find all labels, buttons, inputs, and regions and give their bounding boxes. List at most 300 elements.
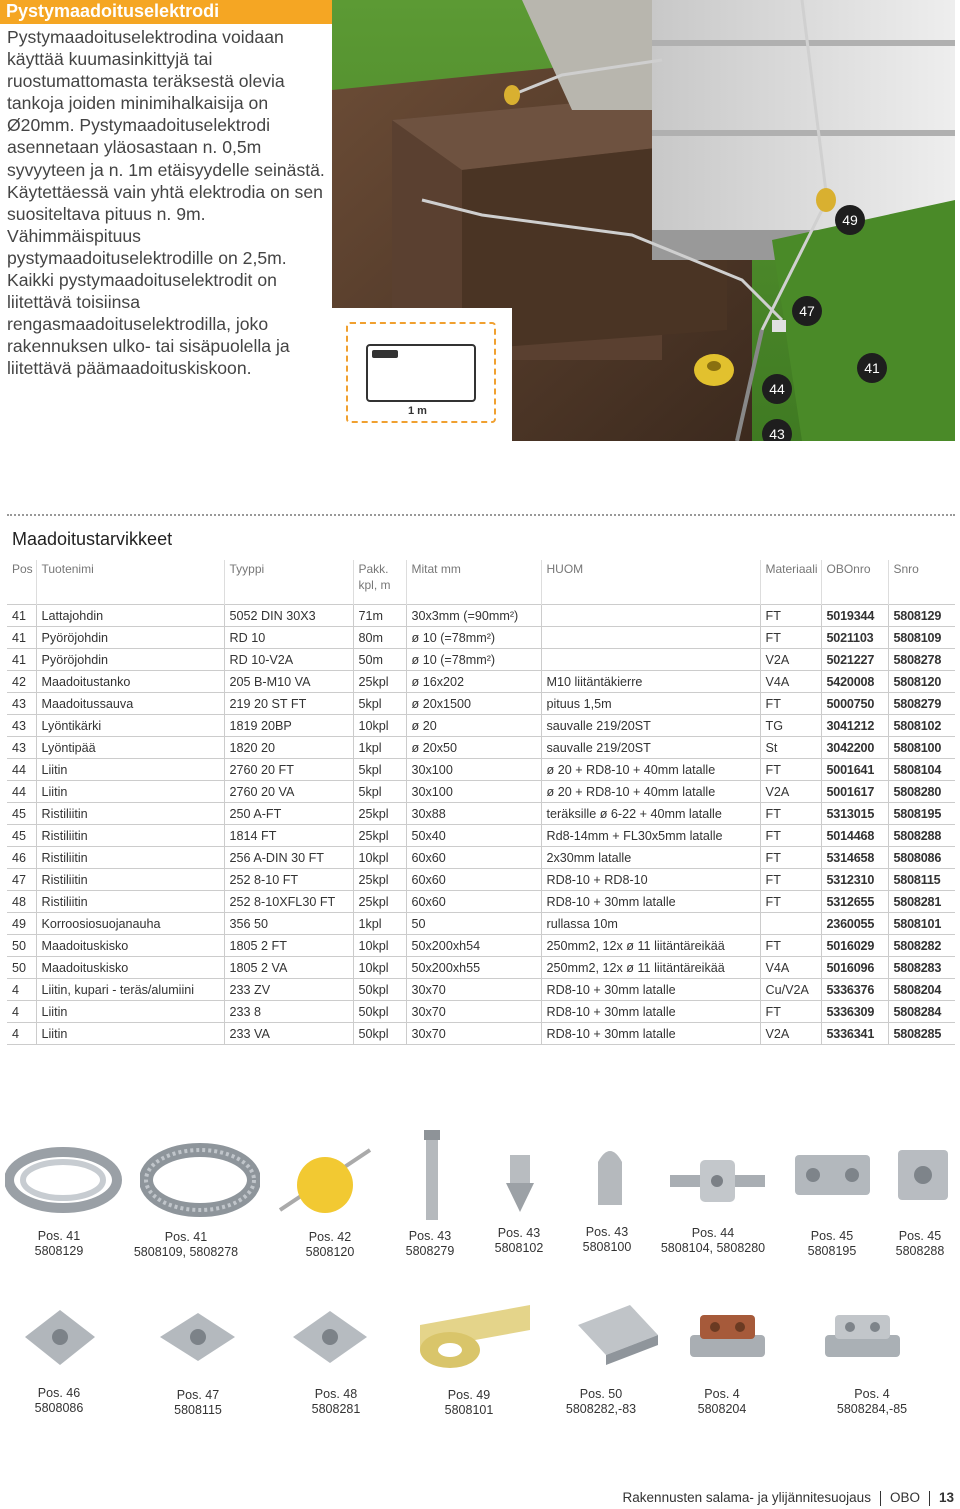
cell-dimensions: ø 10 (=78mm²) bbox=[406, 649, 541, 671]
cell-obo-number: 5019344 bbox=[821, 605, 888, 627]
cell-snro: 5808283 bbox=[888, 957, 955, 979]
cell-snro: 5808280 bbox=[888, 781, 955, 803]
product-image-cross-clamp-250 bbox=[785, 1135, 880, 1215]
cell-pack: 10kpl bbox=[353, 957, 406, 979]
table-body bbox=[7, 605, 955, 1045]
cell-obo-number: 5336376 bbox=[821, 979, 888, 1001]
building-outline bbox=[366, 344, 476, 402]
cell-note bbox=[541, 627, 760, 649]
cell-pos: 48 bbox=[7, 891, 36, 913]
cell-material: FT bbox=[760, 825, 821, 847]
caption-snro: 5808195 bbox=[807, 1244, 857, 1258]
cell-name: Maadoitustanko bbox=[36, 671, 224, 693]
cell-pack: 25kpl bbox=[353, 891, 406, 913]
cell-dimensions: 50x200xh55 bbox=[406, 957, 541, 979]
cell-type: 252 8-10XFL30 FT bbox=[224, 891, 353, 913]
cell-name: Ristiliitin bbox=[36, 869, 224, 891]
product-image-earth-rod bbox=[412, 1125, 452, 1225]
cell-type: 233 VA bbox=[224, 1023, 353, 1045]
cell-name: Lyöntikärki bbox=[36, 715, 224, 737]
caption-pos: Pos. 43 bbox=[408, 1229, 452, 1243]
product-image-clamp-233 bbox=[815, 1295, 910, 1380]
cell-snro: 5808104 bbox=[888, 759, 955, 781]
cell-note: M10 liitäntäkierre bbox=[541, 671, 760, 693]
cell-obo-number: 5014468 bbox=[821, 825, 888, 847]
footer-separator bbox=[929, 1491, 930, 1506]
plan-inset bbox=[332, 308, 512, 441]
cell-material: V4A bbox=[760, 671, 821, 693]
product-image-earthing-busbar bbox=[570, 1295, 665, 1375]
col-pos: Pos bbox=[12, 562, 33, 576]
callout-43: 43 bbox=[762, 419, 792, 441]
table-row bbox=[7, 759, 955, 781]
table-header-row bbox=[7, 560, 955, 605]
cell-name: Korroosiosuojanauha bbox=[36, 913, 224, 935]
caption-pos: Pos. 46 bbox=[37, 1386, 81, 1400]
cell-material: Cu/V2A bbox=[760, 979, 821, 1001]
col-material: Materiaali bbox=[760, 560, 821, 605]
product-caption bbox=[648, 1226, 778, 1256]
cell-dimensions: 30x70 bbox=[406, 979, 541, 1001]
cell-material: V2A bbox=[760, 781, 821, 803]
cell-snro: 5808129 bbox=[888, 605, 955, 627]
caption-pos: Pos. 44 bbox=[691, 1226, 735, 1240]
caption-pos: Pos. 43 bbox=[497, 1226, 541, 1240]
cell-type: RD 10 bbox=[224, 627, 353, 649]
cell-obo-number: 3041212 bbox=[821, 715, 888, 737]
earth-rod-icon bbox=[412, 1125, 452, 1225]
cell-dimensions: 60x60 bbox=[406, 847, 541, 869]
cell-pos: 43 bbox=[7, 693, 36, 715]
cell-pack: 10kpl bbox=[353, 715, 406, 737]
cell-pack: 50kpl bbox=[353, 1001, 406, 1023]
caption-snro: 5808129 bbox=[34, 1244, 84, 1258]
cell-type: 205 B-M10 VA bbox=[224, 671, 353, 693]
cell-name: Ristiliitin bbox=[36, 847, 224, 869]
cell-pack: 50m bbox=[353, 649, 406, 671]
caption-snro: 5808101 bbox=[444, 1403, 494, 1417]
caption-snro: 5808204 bbox=[697, 1402, 747, 1416]
caption-snro: 5808282,-83 bbox=[565, 1402, 637, 1416]
cell-material: FT bbox=[760, 869, 821, 891]
copper-clamp-icon bbox=[680, 1295, 775, 1380]
caption-snro: 5808281 bbox=[311, 1402, 361, 1416]
cell-obo-number: 5001617 bbox=[821, 781, 888, 803]
cell-note: RD8-10 + 30mm latalle bbox=[541, 891, 760, 913]
product-image-driving-head bbox=[590, 1140, 630, 1210]
table-row bbox=[7, 605, 955, 627]
cell-pos: 4 bbox=[7, 979, 36, 1001]
callout-49: 49 bbox=[835, 205, 865, 235]
cell-snro: 5808288 bbox=[888, 825, 955, 847]
product-image-round-wire-coil bbox=[140, 1140, 260, 1220]
table-row bbox=[7, 649, 955, 671]
product-caption bbox=[419, 1388, 519, 1418]
table-row bbox=[7, 627, 955, 649]
cell-note: 2x30mm latalle bbox=[541, 847, 760, 869]
col-pack: Pakk. kpl, m bbox=[353, 560, 406, 605]
cell-note: RD8-10 + 30mm latalle bbox=[541, 979, 760, 1001]
cell-name: Lyöntipää bbox=[36, 737, 224, 759]
cell-pack: 25kpl bbox=[353, 803, 406, 825]
product-caption bbox=[280, 1230, 380, 1260]
section-divider bbox=[7, 514, 955, 516]
cell-dimensions: ø 16x202 bbox=[406, 671, 541, 693]
col-dimensions: Mitat mm bbox=[406, 560, 541, 605]
cell-dimensions: 50x40 bbox=[406, 825, 541, 847]
cell-material: FT bbox=[760, 1001, 821, 1023]
cell-note: pituus 1,5m bbox=[541, 693, 760, 715]
cell-dimensions: 30x100 bbox=[406, 781, 541, 803]
cell-snro: 5808278 bbox=[888, 649, 955, 671]
intro-text: Pystymaadoituselektrodina voidaan käyttää kuumasinkittyjä tai ruostumattomasta teräksestä olevia tankoja joiden minimihalkaisija on Ø20mm. Pystymaadoituselektrodi asennetaan yläosastaan n. 0,5m syvyyteen ja n. 1m etäisyydelle seinästä. Käytettäessä vain yhtä elektrodia on sen suositeltava pituus n. 9m. Vähimmäispituus pystymaadoituselektrodille on 2,5m. Kaikki pystymaadoituselektrodit on liitettävä toisiinsa rengasmaadoituselektrodilla, joko rakennuksen ulko- tai sisäpuolella ja liitettävä päämaadoituskiskoon. bbox=[7, 27, 325, 379]
cell-name: Pyöröjohdin bbox=[36, 627, 224, 649]
cell-name: Liitin bbox=[36, 1023, 224, 1045]
cell-pos: 50 bbox=[7, 935, 36, 957]
cross-clamp-icon bbox=[285, 1295, 375, 1380]
corrosion-tape-icon bbox=[410, 1295, 540, 1380]
driving-tip-icon bbox=[500, 1150, 540, 1215]
cell-snro: 5808100 bbox=[888, 737, 955, 759]
cell-obo-number: 5312655 bbox=[821, 891, 888, 913]
cell-pack: 1kpl bbox=[353, 913, 406, 935]
cell-name: Pyöröjohdin bbox=[36, 649, 224, 671]
cell-note: rullassa 10m bbox=[541, 913, 760, 935]
cell-pos: 4 bbox=[7, 1023, 36, 1045]
cell-obo-number: 2360055 bbox=[821, 913, 888, 935]
product-image-earthing-rod-disc bbox=[270, 1140, 380, 1225]
cell-type: 250 A-FT bbox=[224, 803, 353, 825]
cell-pos: 44 bbox=[7, 759, 36, 781]
product-caption bbox=[792, 1229, 872, 1259]
cell-type: 1805 2 VA bbox=[224, 957, 353, 979]
cell-material: FT bbox=[760, 935, 821, 957]
caption-snro: 5808115 bbox=[174, 1403, 222, 1417]
cell-name: Ristiliitin bbox=[36, 891, 224, 913]
cell-obo-number: 5336309 bbox=[821, 1001, 888, 1023]
table-row bbox=[7, 825, 955, 847]
cell-name: Lattajohdin bbox=[36, 605, 224, 627]
cell-obo-number: 5016029 bbox=[821, 935, 888, 957]
cell-note: RD8-10 + RD8-10 bbox=[541, 869, 760, 891]
caption-pos: Pos. 48 bbox=[314, 1387, 358, 1401]
earthing-rod-disc-icon bbox=[270, 1140, 380, 1225]
cell-pos: 41 bbox=[7, 605, 36, 627]
product-caption bbox=[469, 1226, 569, 1256]
cell-snro: 5808195 bbox=[888, 803, 955, 825]
footer-brand: OBO bbox=[889, 1490, 920, 1505]
cell-material: FT bbox=[760, 891, 821, 913]
cell-snro: 5808284 bbox=[888, 1001, 955, 1023]
cell-name: Maadoituskisko bbox=[36, 957, 224, 979]
cell-pos: 47 bbox=[7, 869, 36, 891]
caption-pos: Pos. 50 bbox=[579, 1387, 623, 1401]
product-image-copper-clamp bbox=[680, 1295, 775, 1380]
cell-snro: 5808204 bbox=[888, 979, 955, 1001]
earthing-busbar-icon bbox=[570, 1295, 665, 1375]
cell-obo-number: 5021227 bbox=[821, 649, 888, 671]
cell-pack: 10kpl bbox=[353, 935, 406, 957]
caption-snro: 5808102 bbox=[494, 1241, 544, 1255]
cell-dimensions: ø 20 bbox=[406, 715, 541, 737]
table-row bbox=[7, 935, 955, 957]
cell-type: 233 8 bbox=[224, 1001, 353, 1023]
table-row bbox=[7, 1001, 955, 1023]
cell-dimensions: 30x3mm (=90mm²) bbox=[406, 605, 541, 627]
cell-material: V2A bbox=[760, 1023, 821, 1045]
cell-obo-number: 3042200 bbox=[821, 737, 888, 759]
cell-type: RD 10-V2A bbox=[224, 649, 353, 671]
cell-material: FT bbox=[760, 627, 821, 649]
cell-name: Ristiliitin bbox=[36, 825, 224, 847]
cross-clamp-icon bbox=[150, 1295, 245, 1380]
cell-pos: 4 bbox=[7, 1001, 36, 1023]
cell-material: FT bbox=[760, 803, 821, 825]
col-name: Tuotenimi bbox=[36, 560, 224, 605]
cell-dimensions: 30x70 bbox=[406, 1023, 541, 1045]
busbar-marker bbox=[372, 350, 398, 358]
cross-clamp-icon bbox=[890, 1135, 955, 1215]
product-image-rod-clamp bbox=[660, 1140, 775, 1220]
cell-snro: 5808102 bbox=[888, 715, 955, 737]
cell-pos: 42 bbox=[7, 671, 36, 693]
cell-pos: 45 bbox=[7, 803, 36, 825]
product-caption bbox=[120, 1230, 252, 1260]
page-heading: Pystymaadoituselektrodi bbox=[6, 1, 220, 21]
cell-dimensions: 30x88 bbox=[406, 803, 541, 825]
caption-snro: 5808288 bbox=[895, 1244, 945, 1258]
cell-snro: 5808120 bbox=[888, 671, 955, 693]
cell-pos: 46 bbox=[7, 847, 36, 869]
cell-type: 1805 2 FT bbox=[224, 935, 353, 957]
caption-snro: 5808109, 5808278 bbox=[133, 1245, 239, 1259]
caption-pos: Pos. 41 bbox=[164, 1230, 208, 1244]
cell-pos: 49 bbox=[7, 913, 36, 935]
caption-snro: 5808279 bbox=[405, 1244, 455, 1258]
caption-snro: 5808086 bbox=[34, 1401, 84, 1415]
footer-title: Rakennusten salama- ja ylijännitesuojaus bbox=[622, 1490, 871, 1505]
cell-note: sauvalle 219/20ST bbox=[541, 737, 760, 759]
cell-pos: 43 bbox=[7, 737, 36, 759]
cell-material: St bbox=[760, 737, 821, 759]
product-caption bbox=[0, 1229, 118, 1259]
cell-name: Liitin bbox=[36, 759, 224, 781]
cell-name: Liitin, kupari - teräs/alumiini bbox=[36, 979, 224, 1001]
cell-note: RD8-10 + 30mm latalle bbox=[541, 1023, 760, 1045]
cell-type: 233 ZV bbox=[224, 979, 353, 1001]
cell-material: FT bbox=[760, 693, 821, 715]
cell-name: Liitin bbox=[36, 781, 224, 803]
table-row bbox=[7, 957, 955, 979]
product-image-cross-clamp-252 bbox=[150, 1295, 245, 1380]
cell-dimensions: 30x100 bbox=[406, 759, 541, 781]
table-row bbox=[7, 803, 955, 825]
cell-obo-number: 5313015 bbox=[821, 803, 888, 825]
heading-bar bbox=[0, 0, 332, 24]
product-table bbox=[7, 560, 955, 1045]
cell-note bbox=[541, 605, 760, 627]
cell-snro: 5808101 bbox=[888, 913, 955, 935]
cell-note: ø 20 + RD8-10 + 40mm latalle bbox=[541, 759, 760, 781]
section-title: Maadoitustarvikkeet bbox=[12, 529, 173, 549]
flat-conductor-coil-icon bbox=[5, 1140, 123, 1220]
cell-snro: 5808285 bbox=[888, 1023, 955, 1045]
round-wire-coil-icon bbox=[140, 1140, 260, 1220]
table-row bbox=[7, 891, 955, 913]
cell-dimensions: ø 20x1500 bbox=[406, 693, 541, 715]
product-image-corrosion-tape bbox=[410, 1295, 540, 1380]
cell-note bbox=[541, 649, 760, 671]
cell-snro: 5808115 bbox=[888, 869, 955, 891]
cell-type: 2760 20 VA bbox=[224, 781, 353, 803]
caption-pos: Pos. 4 bbox=[854, 1387, 890, 1401]
table-row bbox=[7, 913, 955, 935]
driving-head-icon bbox=[590, 1140, 630, 1210]
cell-note: teräksille ø 6-22 + 40mm latalle bbox=[541, 803, 760, 825]
cell-obo-number: 5021103 bbox=[821, 627, 888, 649]
cell-pack: 10kpl bbox=[353, 847, 406, 869]
product-image-flat-conductor-coil bbox=[5, 1140, 123, 1220]
cell-pack: 5kpl bbox=[353, 693, 406, 715]
cell-name: Ristiliitin bbox=[36, 803, 224, 825]
product-caption bbox=[672, 1387, 772, 1417]
cell-name: Maadoituskisko bbox=[36, 935, 224, 957]
cell-dimensions: 30x70 bbox=[406, 1001, 541, 1023]
product-caption bbox=[286, 1387, 386, 1417]
cell-snro: 5808282 bbox=[888, 935, 955, 957]
product-image-cross-clamp-1814 bbox=[890, 1135, 955, 1215]
cell-pack: 71m bbox=[353, 605, 406, 627]
table-row bbox=[7, 979, 955, 1001]
cell-type: 1814 FT bbox=[224, 825, 353, 847]
cell-pack: 5kpl bbox=[353, 759, 406, 781]
cell-material: V2A bbox=[760, 649, 821, 671]
callout-41: 41 bbox=[857, 353, 887, 383]
cell-obo-number: 5001641 bbox=[821, 759, 888, 781]
callout-44: 44 bbox=[762, 374, 792, 404]
cell-obo-number: 5016096 bbox=[821, 957, 888, 979]
table-row bbox=[7, 715, 955, 737]
cell-obo-number: 5314658 bbox=[821, 847, 888, 869]
clamp-icon bbox=[815, 1295, 910, 1380]
inset-dimension: 1 m bbox=[408, 405, 427, 417]
caption-pos: Pos. 49 bbox=[447, 1388, 491, 1402]
cell-type: 252 8-10 FT bbox=[224, 869, 353, 891]
caption-snro: 5808104, 5808280 bbox=[660, 1241, 766, 1255]
table-row bbox=[7, 671, 955, 693]
product-caption bbox=[880, 1229, 960, 1259]
cell-material: V4A bbox=[760, 957, 821, 979]
cell-obo-number: 5336341 bbox=[821, 1023, 888, 1045]
col-snro: Snro bbox=[888, 560, 955, 605]
cell-pack: 25kpl bbox=[353, 671, 406, 693]
col-type: Tyyppi bbox=[224, 560, 353, 605]
cell-pack: 25kpl bbox=[353, 825, 406, 847]
cell-note: 250mm2, 12x ø 11 liitäntäreikää bbox=[541, 935, 760, 957]
caption-pos: Pos. 45 bbox=[898, 1229, 942, 1243]
caption-pos: Pos. 47 bbox=[176, 1388, 220, 1402]
caption-pos: Pos. 42 bbox=[308, 1230, 352, 1244]
cell-type: 1820 20 bbox=[224, 737, 353, 759]
footer-separator bbox=[880, 1491, 881, 1506]
cell-dimensions: 60x60 bbox=[406, 891, 541, 913]
caption-snro: 5808284,-85 bbox=[836, 1402, 908, 1416]
cell-snro: 5808086 bbox=[888, 847, 955, 869]
table-row bbox=[7, 1023, 955, 1045]
product-image-cross-clamp-256 bbox=[15, 1295, 105, 1380]
cell-pack: 50kpl bbox=[353, 1023, 406, 1045]
cell-material bbox=[760, 913, 821, 935]
col-note: HUOM bbox=[541, 560, 760, 605]
product-image-driving-tip bbox=[500, 1150, 540, 1215]
rod-clamp-icon bbox=[660, 1140, 775, 1220]
cell-dimensions: ø 20x50 bbox=[406, 737, 541, 759]
cell-pack: 5kpl bbox=[353, 781, 406, 803]
caption-pos: Pos. 41 bbox=[37, 1229, 81, 1243]
caption-snro: 5808120 bbox=[305, 1245, 355, 1259]
cell-snro: 5808109 bbox=[888, 627, 955, 649]
cell-dimensions: 60x60 bbox=[406, 869, 541, 891]
cross-clamp-icon bbox=[785, 1135, 880, 1215]
product-caption bbox=[557, 1225, 657, 1255]
cell-type: 2760 20 FT bbox=[224, 759, 353, 781]
cell-note: sauvalle 219/20ST bbox=[541, 715, 760, 737]
cell-material: FT bbox=[760, 759, 821, 781]
cell-snro: 5808281 bbox=[888, 891, 955, 913]
cell-type: 356 50 bbox=[224, 913, 353, 935]
table-row bbox=[7, 693, 955, 715]
cell-pack: 1kpl bbox=[353, 737, 406, 759]
cell-dimensions: 50x200xh54 bbox=[406, 935, 541, 957]
cell-dimensions: 50 bbox=[406, 913, 541, 935]
table-row bbox=[7, 869, 955, 891]
caption-snro: 5808100 bbox=[582, 1240, 632, 1254]
page-footer bbox=[623, 1490, 954, 1506]
cell-pack: 80m bbox=[353, 627, 406, 649]
callout-47: 47 bbox=[792, 296, 822, 326]
cell-snro: 5808279 bbox=[888, 693, 955, 715]
product-caption bbox=[551, 1387, 651, 1417]
col-obo-number: OBOnro bbox=[821, 560, 888, 605]
cell-note: RD8-10 + 30mm latalle bbox=[541, 1001, 760, 1023]
cell-pos: 41 bbox=[7, 649, 36, 671]
cell-note: Rd8-14mm + FL30x5mm latalle bbox=[541, 825, 760, 847]
page-number: 13 bbox=[938, 1490, 954, 1505]
caption-pos: Pos. 4 bbox=[704, 1387, 740, 1401]
product-caption bbox=[822, 1387, 922, 1417]
cell-name: Liitin bbox=[36, 1001, 224, 1023]
cell-material: FT bbox=[760, 605, 821, 627]
cell-material: TG bbox=[760, 715, 821, 737]
cell-note: ø 20 + RD8-10 + 40mm latalle bbox=[541, 781, 760, 803]
cell-pos: 41 bbox=[7, 627, 36, 649]
caption-pos: Pos. 43 bbox=[585, 1225, 629, 1239]
cell-type: 1819 20BP bbox=[224, 715, 353, 737]
caption-pos: Pos. 45 bbox=[810, 1229, 854, 1243]
product-caption bbox=[148, 1388, 248, 1418]
product-caption bbox=[380, 1229, 480, 1259]
cell-obo-number: 5312310 bbox=[821, 869, 888, 891]
cell-type: 256 A-DIN 30 FT bbox=[224, 847, 353, 869]
product-image-cross-clamp-252fl bbox=[285, 1295, 375, 1380]
cell-obo-number: 5420008 bbox=[821, 671, 888, 693]
cell-name: Maadoitussauva bbox=[36, 693, 224, 715]
cell-pos: 44 bbox=[7, 781, 36, 803]
cell-pos: 50 bbox=[7, 957, 36, 979]
cross-clamp-icon bbox=[15, 1295, 105, 1380]
table-row bbox=[7, 737, 955, 759]
cell-pack: 25kpl bbox=[353, 869, 406, 891]
